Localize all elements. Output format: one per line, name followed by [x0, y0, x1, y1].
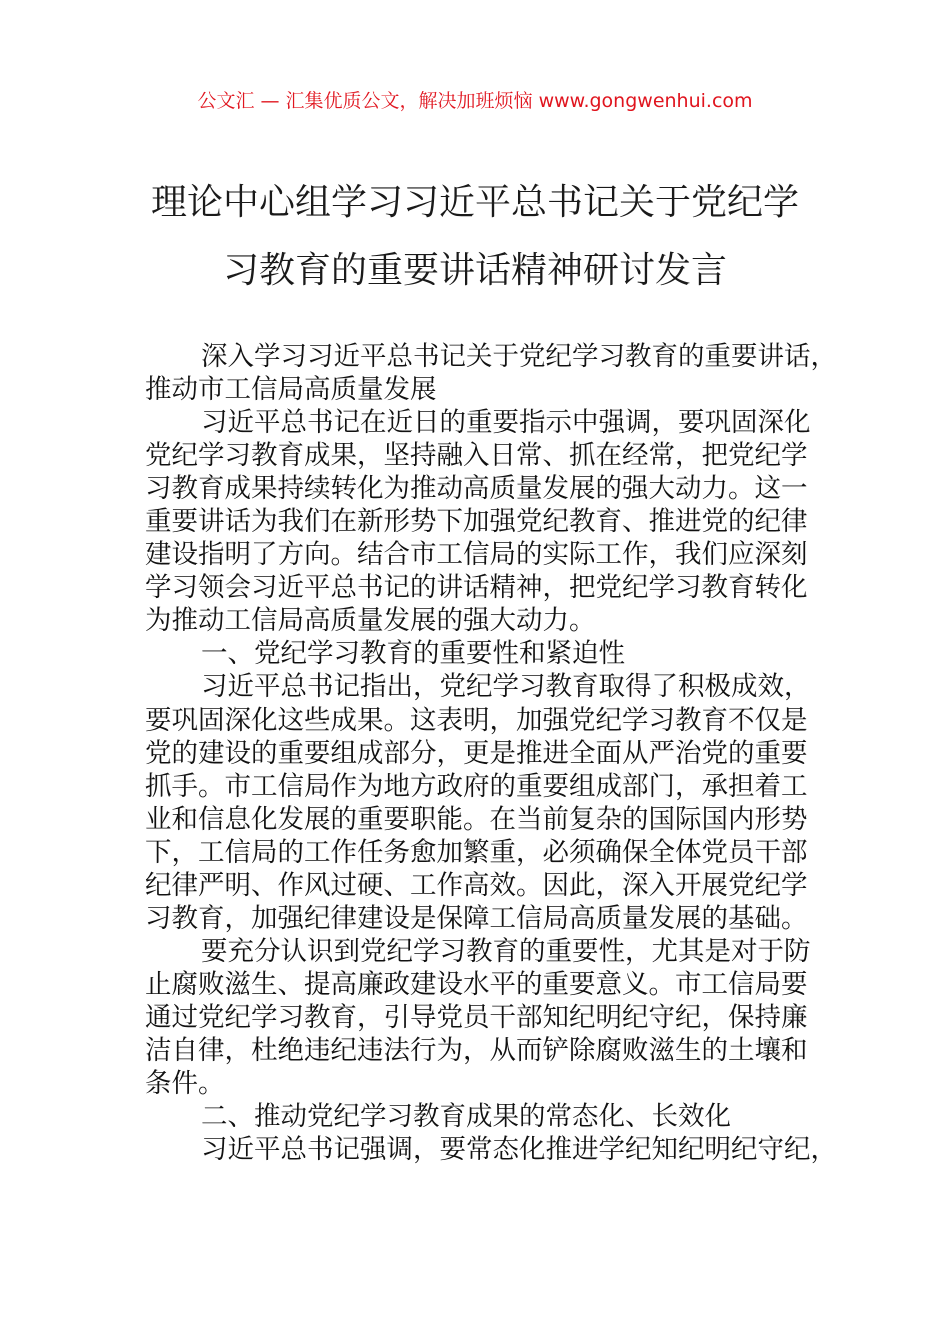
body-text-line: 党纪学习教育成果，坚持融入日常、抓在经常，把党纪学: [145, 440, 808, 472]
body-text-line: 为推动工信局高质量发展的强大动力。: [145, 605, 596, 637]
body-text-line: 条件。: [145, 1068, 225, 1100]
body-text-line: 习近平总书记在近日的重要指示中强调，要巩固深化: [201, 407, 811, 439]
body-text-line: 二、推动党纪学习教育成果的常态化、长效化: [201, 1101, 731, 1133]
body-text-line: 一、党纪学习教育的重要性和紧迫性: [201, 638, 625, 670]
body-text-line: 推动市工信局高质量发展: [145, 374, 437, 406]
body-text-line: 习近平总书记指出，党纪学习教育取得了积极成效，: [201, 671, 811, 703]
header-banner: 公文汇 — 汇集优质公文，解决加班烦恼 www.gongwenhui.com: [197, 90, 753, 112]
body-text-line: 业和信息化发展的重要职能。在当前复杂的国际国内形势: [145, 803, 808, 835]
document-body: [145, 340, 840, 1166]
document-title-line-1: 理论中心组学习习近平总书记关于党纪学: [150, 182, 799, 223]
body-text-line: 纪律严明、作风过硬、工作高效。因此，深入开展党纪学: [145, 869, 808, 901]
body-text-line: 建设指明了方向。结合市工信局的实际工作，我们应深刻: [145, 539, 808, 571]
body-text-line: 党的建设的重要组成部分，更是推进全面从严治党的重要: [145, 737, 808, 769]
body-text-line: 学习领会习近平总书记的讲话精神，把党纪学习教育转化: [145, 572, 808, 604]
body-text-line: 习教育，加强纪律建设是保障工信局高质量发展的基础。: [145, 902, 808, 934]
body-text-line: 抓手。市工信局作为地方政府的重要组成部门，承担着工: [145, 770, 808, 802]
body-text-line: 要充分认识到党纪学习教育的重要性，尤其是对于防: [201, 935, 811, 967]
body-text-line: 习近平总书记强调，要常态化推进学纪知纪明纪守纪，: [201, 1134, 837, 1166]
body-text-line: 要巩固深化这些成果。这表明，加强党纪学习教育不仅是: [145, 704, 808, 736]
body-text-line: 深入学习习近平总书记关于党纪学习教育的重要讲话，: [201, 341, 837, 372]
body-text-line: 洁自律，杜绝违纪违法行为，从而铲除腐败滋生的土壤和: [145, 1034, 808, 1066]
body-text-line: 通过党纪学习教育，引导党员干部知纪明纪守纪，保持廉: [145, 1001, 808, 1033]
body-text-line: 止腐败滋生、提高廉政建设水平的重要意义。市工信局要: [145, 968, 808, 1000]
body-text-line: 重要讲话为我们在新形势下加强党纪教育、推进党的纪律: [145, 506, 808, 538]
body-text-line: 习教育成果持续转化为推动高质量发展的强大动力。这一: [145, 473, 808, 505]
document-title-line-2: 习教育的重要讲话精神研讨发言: [222, 250, 727, 291]
body-text-line: 下，工信局的工作任务愈加繁重，必须确保全体党员干部: [145, 836, 808, 868]
